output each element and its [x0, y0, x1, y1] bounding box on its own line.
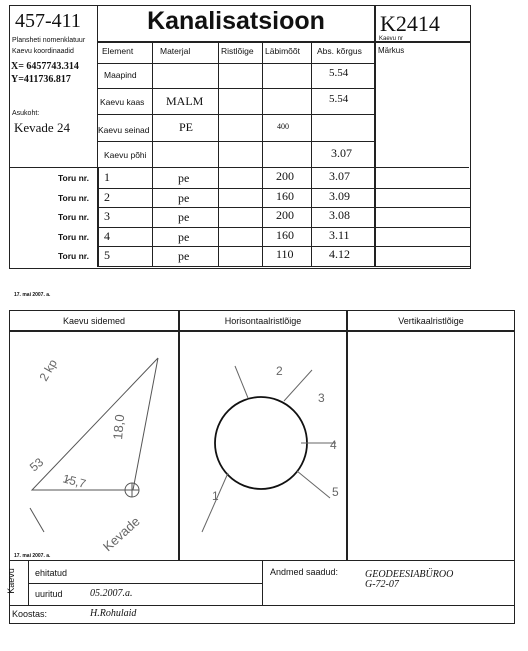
pipe-row-number: 1 [104, 170, 110, 184]
pipe-row-abs: 4.12 [329, 247, 350, 262]
pipe-5-label: 5 [332, 485, 339, 499]
well-number-label: Kaevu nr [379, 36, 404, 42]
address-value: Kevade 24 [14, 120, 70, 135]
pipe-row-abs: 3.11 [329, 227, 350, 242]
y-coordinate: Y=411736.817 [11, 74, 71, 85]
well-circle [215, 397, 307, 489]
pipe-row-left-border [97, 207, 99, 227]
coords-label: Kaevu koordinaadid [12, 48, 74, 55]
pipe-row-diameter: 160 [276, 188, 294, 203]
pipe-1-label: 1 [212, 489, 219, 503]
row-walls-diameter: 400 [277, 122, 289, 131]
pipe-row-material: pe [178, 190, 190, 205]
col-header-cross-section: Ristlõige [221, 46, 254, 56]
pipe-row-material: pe [178, 249, 190, 264]
remarks-divider [374, 168, 376, 267]
sketch-dist-a: 18,0 [110, 413, 128, 441]
pipe-3-label: 3 [318, 391, 325, 405]
remarks-label: Märkus [378, 46, 405, 55]
col-header-material: Materjal [160, 46, 191, 56]
row-cover-abs: 5.54 [329, 93, 349, 105]
pipe-4-label: 4 [330, 438, 337, 452]
col-header-diameter: Läbimõõt [265, 46, 300, 56]
footer-author-label: Koostas: [12, 609, 48, 619]
row-bottom-abs: 3.07 [331, 146, 352, 160]
pipe-row-abs: 3.09 [329, 188, 350, 203]
pipe-row-material: pe [178, 171, 190, 185]
row-walls-label: Kaevu seinad [98, 125, 150, 135]
nomenclature-value: 457-411 [15, 10, 81, 32]
footer-data-source-value: GEODEESIABÜROO [365, 569, 454, 580]
horizontal-section-sketch [180, 332, 346, 560]
pipe-row-diameter: 200 [276, 169, 294, 183]
pipe-row-label: Toru nr. [58, 251, 90, 262]
pipe-row-abs: 3.07 [329, 169, 350, 183]
sketch-dist-b: 15,7 [61, 471, 88, 491]
footer-side-label: Kaevu [5, 568, 16, 594]
date-stamp-bottom: 17. mai 2007. a. [14, 553, 51, 559]
pipe-row-number: 2 [104, 189, 110, 204]
pipe-row-left-border [97, 227, 99, 247]
pipe-row-material: pe [178, 210, 190, 225]
pipe-row-label: Toru nr. [58, 192, 90, 203]
pipe-row-number: 4 [104, 228, 110, 243]
pipe-row-left-border [97, 246, 99, 266]
nomenclature-label: Plansheti nomenklatuur [12, 37, 86, 44]
address-label: Asukoht: [12, 110, 40, 117]
pipe-row-left-border [97, 188, 99, 208]
footer-author-value: H.Rohulaid [90, 608, 137, 619]
footer-measured-value: 05.2007.a. [90, 588, 133, 599]
pipe-row-diameter: 160 [276, 227, 294, 242]
pipe-row-material: pe [178, 229, 190, 244]
footer-measured-label: uuritud [35, 589, 63, 599]
sketch-street: Kevade [99, 513, 143, 555]
panel-title-links: Kaevu sidemed [62, 316, 126, 326]
sketch-label-top: 2 kp [36, 356, 60, 384]
sketch-dist-c: 53 [26, 454, 47, 475]
page-title: Kanalisatsioon [147, 7, 325, 35]
panel-title-vertical: Vertikaalristlõige [398, 316, 464, 326]
footer-data-source-label: Andmed saadud: [270, 567, 339, 577]
footer-checked-label: ehitatud [35, 568, 68, 578]
pipe-row-divider [97, 266, 470, 267]
pipe-row-label: Toru nr. [58, 231, 90, 242]
pipe-row-abs: 3.08 [329, 208, 350, 223]
pipe-2-label: 2 [276, 364, 283, 378]
row-walls-material: PE [179, 120, 194, 134]
pipe-row-number: 3 [104, 209, 110, 224]
row-bottom-label: Kaevu põhi [104, 150, 147, 160]
col-header-abs-height: Abs. kõrgus [317, 46, 362, 56]
well-number: K2414 [380, 11, 440, 36]
pipe-row-number: 5 [104, 248, 110, 263]
row-cover-material: MALM [166, 94, 204, 108]
pipe-row-label: Toru nr. [58, 212, 90, 223]
col-header-element: Element [102, 46, 134, 56]
footer-data-source-code: G-72-07 [365, 579, 399, 590]
date-stamp-top: 17. mai 2007. a. [14, 292, 51, 298]
pipe-row-diameter: 110 [276, 247, 294, 262]
pipe-row-left-border [97, 168, 99, 188]
pipe-row-diameter: 200 [276, 208, 294, 223]
row-ground-label: Maapind [104, 70, 137, 80]
row-ground-abs: 5.54 [329, 67, 349, 79]
well-ties-sketch [10, 332, 178, 560]
panel-title-horizontal: Horisontaalristlõige [224, 316, 302, 326]
pipe-row-label: Toru nr. [58, 173, 90, 183]
row-cover-label: Kaevu kaas [100, 97, 145, 107]
x-coordinate: X= 6457743.314 [11, 61, 79, 72]
